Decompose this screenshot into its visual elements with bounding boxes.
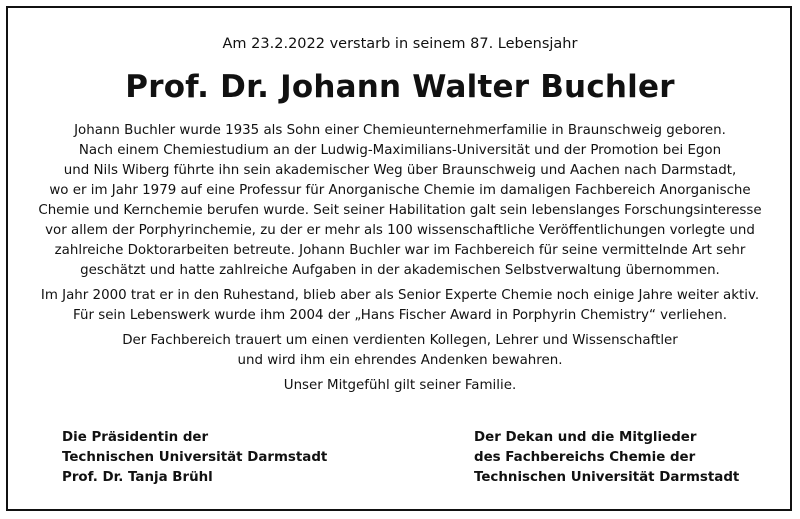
text-line: Johann Buchler wurde 1935 als Sohn einer Chemieunternehmerfamilie in Braunschweig geboren. bbox=[74, 123, 726, 138]
text-line: und Nils Wiberg führte ihn sein akademischer Weg über Braunschweig und Aachen nach Darmstadt, bbox=[63, 163, 737, 178]
text-line: wo er im Jahr 1979 auf eine Professur für Anorganische Chemie im damaligen Fachbereich Anorganische bbox=[49, 183, 751, 198]
signature-line: des Fachbereichs Chemie der bbox=[474, 450, 696, 465]
text-line: geschätzt und hatte zahlreiche Aufgaben in der akademischen Selbstverwaltung übernommen. bbox=[80, 263, 720, 278]
signature-block-president bbox=[62, 428, 327, 488]
mourning-paragraph bbox=[0, 331, 800, 371]
signature-line: Der Dekan und die Mitglieder bbox=[474, 430, 697, 445]
text-line: Der Fachbereich trauert um einen verdienten Kollegen, Lehrer und Wissenschaftler bbox=[122, 333, 678, 348]
signature-block-dean bbox=[474, 428, 739, 488]
retirement-paragraph bbox=[0, 286, 800, 326]
text-line: und wird ihm ein ehrendes Andenken bewahren. bbox=[237, 353, 563, 368]
text-line: vor allem der Porphyrinchemie, zu der er mehr als 100 wissenschaftliche Veröffentlichungen vorlegte und bbox=[45, 223, 755, 238]
signature-line: Prof. Dr. Tanja Brühl bbox=[62, 470, 213, 485]
signature-line: Technischen Universität Darmstadt bbox=[62, 450, 328, 465]
deceased-name-heading: Prof. Dr. Johann Walter Buchler bbox=[125, 69, 675, 105]
signature-line: Die Präsidentin der bbox=[62, 430, 209, 445]
signature-line: Technischen Universität Darmstadt bbox=[474, 470, 740, 485]
condolence-paragraph bbox=[0, 376, 800, 396]
text-line: Im Jahr 2000 trat er in den Ruhestand, blieb aber als Senior Experte Chemie noch einige Jahre weiter aktiv. bbox=[40, 288, 760, 303]
text-line: Für sein Lebenswerk wurde ihm 2004 der „Hans Fischer Award in Porphyrin Chemistry“ verliehen. bbox=[73, 308, 727, 323]
text-line: Chemie und Kernchemie berufen wurde. Seit seiner Habilitation galt sein lebenslanges Forschungsinteresse bbox=[38, 203, 762, 218]
death-announcement-line: Am 23.2.2022 verstarb in seinem 87. Lebensjahr bbox=[222, 36, 578, 52]
text-line: Unser Mitgefühl gilt seiner Familie. bbox=[283, 378, 517, 393]
biography-paragraph bbox=[0, 121, 800, 281]
text-line: Nach einem Chemiestudium an der Ludwig-Maximilians-Universität und der Promotion bei Egon bbox=[78, 143, 722, 158]
text-line: zahlreiche Doktorarbeiten betreute. Johann Buchler war im Fachbereich für seine vermittelnde Art sehr bbox=[54, 243, 746, 258]
